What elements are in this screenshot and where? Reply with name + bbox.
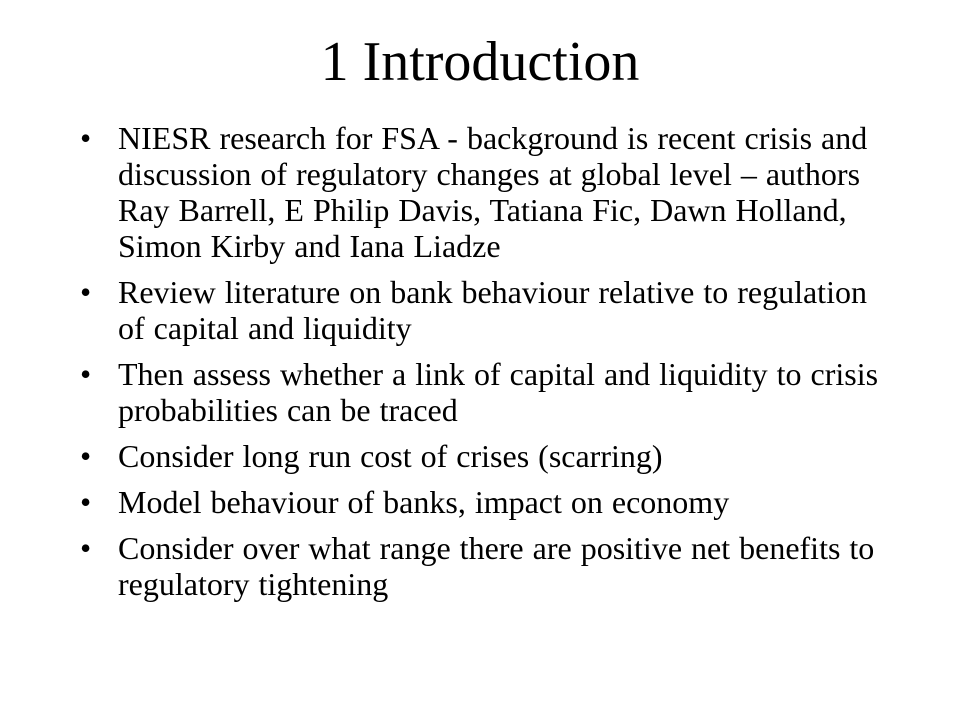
bullet-item	[72, 530, 892, 602]
bullet-text: Model behaviour of banks, impact on economy	[118, 484, 730, 520]
bullet-dot-icon: •	[80, 120, 92, 156]
bullet-dot-icon: •	[80, 356, 92, 392]
bullet-item	[72, 120, 892, 264]
bullet-item	[72, 438, 892, 474]
bullet-dot-icon: •	[80, 530, 92, 566]
bullet-text: NIESR research for FSA - background is recent crisis and discussion of regulatory changes at global level – authors Ray Barrell, E Philip Davis, Tatiana Fic, Dawn Holland, Simon Kirby and Iana Liadze	[118, 120, 868, 264]
bullet-item	[72, 484, 892, 520]
bullet-text: Consider long run cost of crises (scarring)	[118, 438, 663, 474]
bullet-item	[72, 356, 892, 428]
bullet-text: Consider over what range there are positive net benefits to regulatory tightening	[118, 530, 875, 602]
bullet-text: Then assess whether a link of capital and liquidity to crisis probabilities can be traced	[118, 356, 879, 428]
slide-title: 1 Introduction	[320, 31, 640, 93]
bullet-dot-icon: •	[80, 274, 92, 310]
bullet-list	[72, 120, 892, 612]
bullet-dot-icon: •	[80, 484, 92, 520]
bullet-item	[72, 274, 892, 346]
bullet-dot-icon: •	[80, 438, 92, 474]
bullet-text: Review literature on bank behaviour relative to regulation of capital and liquidity	[118, 274, 867, 346]
